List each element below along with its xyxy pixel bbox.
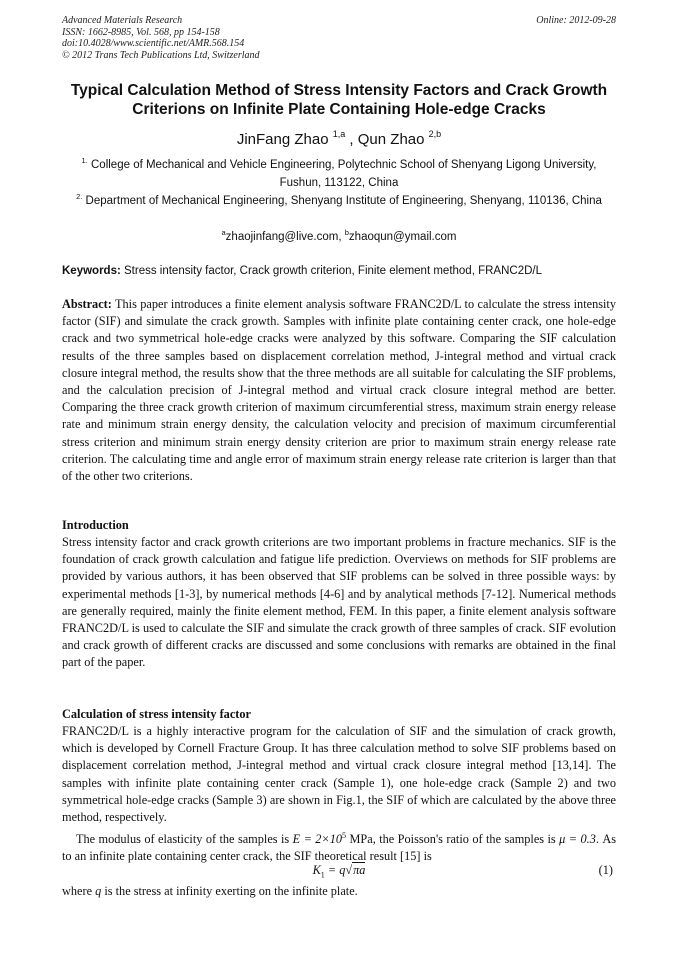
email-line	[62, 224, 616, 246]
author-name: JinFang Zhao	[236, 131, 329, 148]
copyright-line: © 2012 Trans Tech Publications Ltd, Switzerland	[62, 49, 260, 61]
calculation-paragraph-2	[62, 827, 616, 866]
abstract-text: This paper introduces a finite element analysis software FRANC2D/L to calculate the stress intensity factor (SIF) and simulate the crack growth. Samples with infinite plate containing center crack, one hole-edge crack and two symmetrical hole-edge cracks were analyzed by this software. Comparing the SIF calculation results of the three samples based on displacement correlation method, J-integral method and virtual crack closure integral method, the results show that the three methods are all suitable for calculating the SIF problems, and the calculation precision of J-integral method and virtual crack closure integral method are better. Comparing the three crack growth criterion of maximum circumferential stress, maximum strain energy release rate and minimum strain energy density, the calculation velocity and precision of maximum circumferential stress criterion and minimum strain energy density criterion are prior to maximum strain energy release rate criterion. The calculating time and angle error of maximum strain energy release rate criterion is larger than that of the other two criterions.	[62, 297, 616, 484]
affiliation-1	[62, 152, 616, 192]
introduction-heading: Introduction	[62, 518, 129, 532]
affiliation-2	[62, 188, 616, 210]
calculation-heading: Calculation of stress intensity factor	[62, 707, 251, 721]
email-mark: b	[344, 228, 349, 237]
paragraph-text: is the stress at infinity exerting on the infinite plate.	[101, 884, 358, 898]
online-date: Online: 2012-09-28	[536, 15, 616, 26]
modulus-unit: MPa	[346, 832, 373, 847]
email-address[interactable]: zhaoqun@ymail.com	[348, 231, 457, 243]
sqrt-icon: √	[345, 863, 353, 877]
keywords-label: Keywords:	[62, 265, 121, 277]
journal-header	[62, 15, 616, 61]
doi-line: doi:10.4028/www.scientific.net/AMR.568.154	[62, 38, 245, 49]
email-mark: a	[221, 228, 226, 237]
keywords-text: Stress intensity factor, Crack growth criterion, Finite element method, FRANC2D/L	[124, 265, 542, 277]
equation-subscript: 1	[320, 870, 325, 880]
journal-name: Advanced Materials Research	[62, 15, 183, 26]
calculation-paragraph-1: FRANC2D/L is a highly interactive program for the calculation of SIF and the simulation of crack growth, which is developed by Cornell Fracture Group. It has three calculation method to solve SIF problems based on displacement correlation method, J-integral method and virtual crack closure integral method [13,14]. The samples with infinite plate containing center crack (Sample 1), one hole-edge crack (Sample 2) and two symmetrical hole-edge cracks (Sample 3) are shown in Fig.1, the SIF of which are calculated by the above three method, respectively.	[62, 724, 616, 825]
equation-mid: = q	[324, 863, 346, 877]
affiliation-number: 1.	[81, 156, 88, 165]
equation-lhs: K	[312, 863, 321, 877]
abstract-label: Abstract:	[62, 297, 112, 311]
modulus-formula: E = 2×10	[292, 832, 343, 847]
introduction-text: Stress intensity factor and crack growth criterions are two important problems in fracture mechanics. SIF is the foundation of crack growth calculation and fatigue life prediction. Overviews on methods for SIF problems are provided by various authors, it has been observed that SIF problems can be solved in three possible ways: by experimental methods [1-3], by numerical methods [4-6] and by analytical methods [7-12]. Numerical methods are generally required, mainly the finite element method, FEM. In this paper, a finite element analysis software FRANC2D/L is used to calculate the SIF and simulate the crack growth of three samples of crack. SIF evolution and crack growth of different cracks are discussed and some conclusions with remarks are obtained in the final part of the paper.	[62, 535, 616, 670]
author-affiliation-mark: 2,b	[428, 129, 442, 139]
poisson-formula: μ = 0.3	[559, 832, 596, 847]
affiliation-text: College of Mechanical and Vehicle Engineering, Polytechnic School of Shenyang Ligong University, Fushun, 113122, China	[91, 159, 597, 189]
equation-radicand: πa	[353, 863, 366, 877]
email-address[interactable]: zhaojinfang@live.com	[225, 231, 339, 243]
abstract	[62, 296, 616, 485]
keywords	[62, 263, 616, 279]
paragraph-text: The modulus of elasticity of the samples is	[76, 832, 293, 847]
equation-number: (1)	[598, 863, 613, 877]
issn-line: ISSN: 1662-8985, Vol. 568, pp 154-158	[62, 26, 220, 38]
equation-formula	[62, 862, 616, 883]
author-name: Qun Zhao	[357, 131, 425, 148]
paragraph-text: . As to an infinite plate containing center crack, the SIF theoretical result [15] is	[62, 832, 617, 864]
paragraph-text: , the Poisson's ratio of the samples is	[372, 832, 560, 847]
calculation-paragraph-3	[62, 883, 616, 900]
affiliation-number: 2.	[76, 192, 83, 201]
variable-q: q	[95, 884, 102, 898]
email-separator: ,	[338, 231, 345, 243]
paragraph-text: where	[62, 884, 96, 898]
modulus-exponent: 5	[342, 831, 347, 840]
paper-title: Typical Calculation Method of Stress Intensity Factors and Crack Growth Criterions on Infinite Plate Containing Hole-edge Cracks	[70, 82, 608, 118]
author-separator: ,	[345, 131, 358, 148]
author-affiliation-mark: 1,a	[332, 129, 346, 139]
affiliation-text: Department of Mechanical Engineering, Shenyang Institute of Engineering, Shenyang, 110136, China	[85, 195, 602, 207]
author-list	[60, 124, 618, 150]
